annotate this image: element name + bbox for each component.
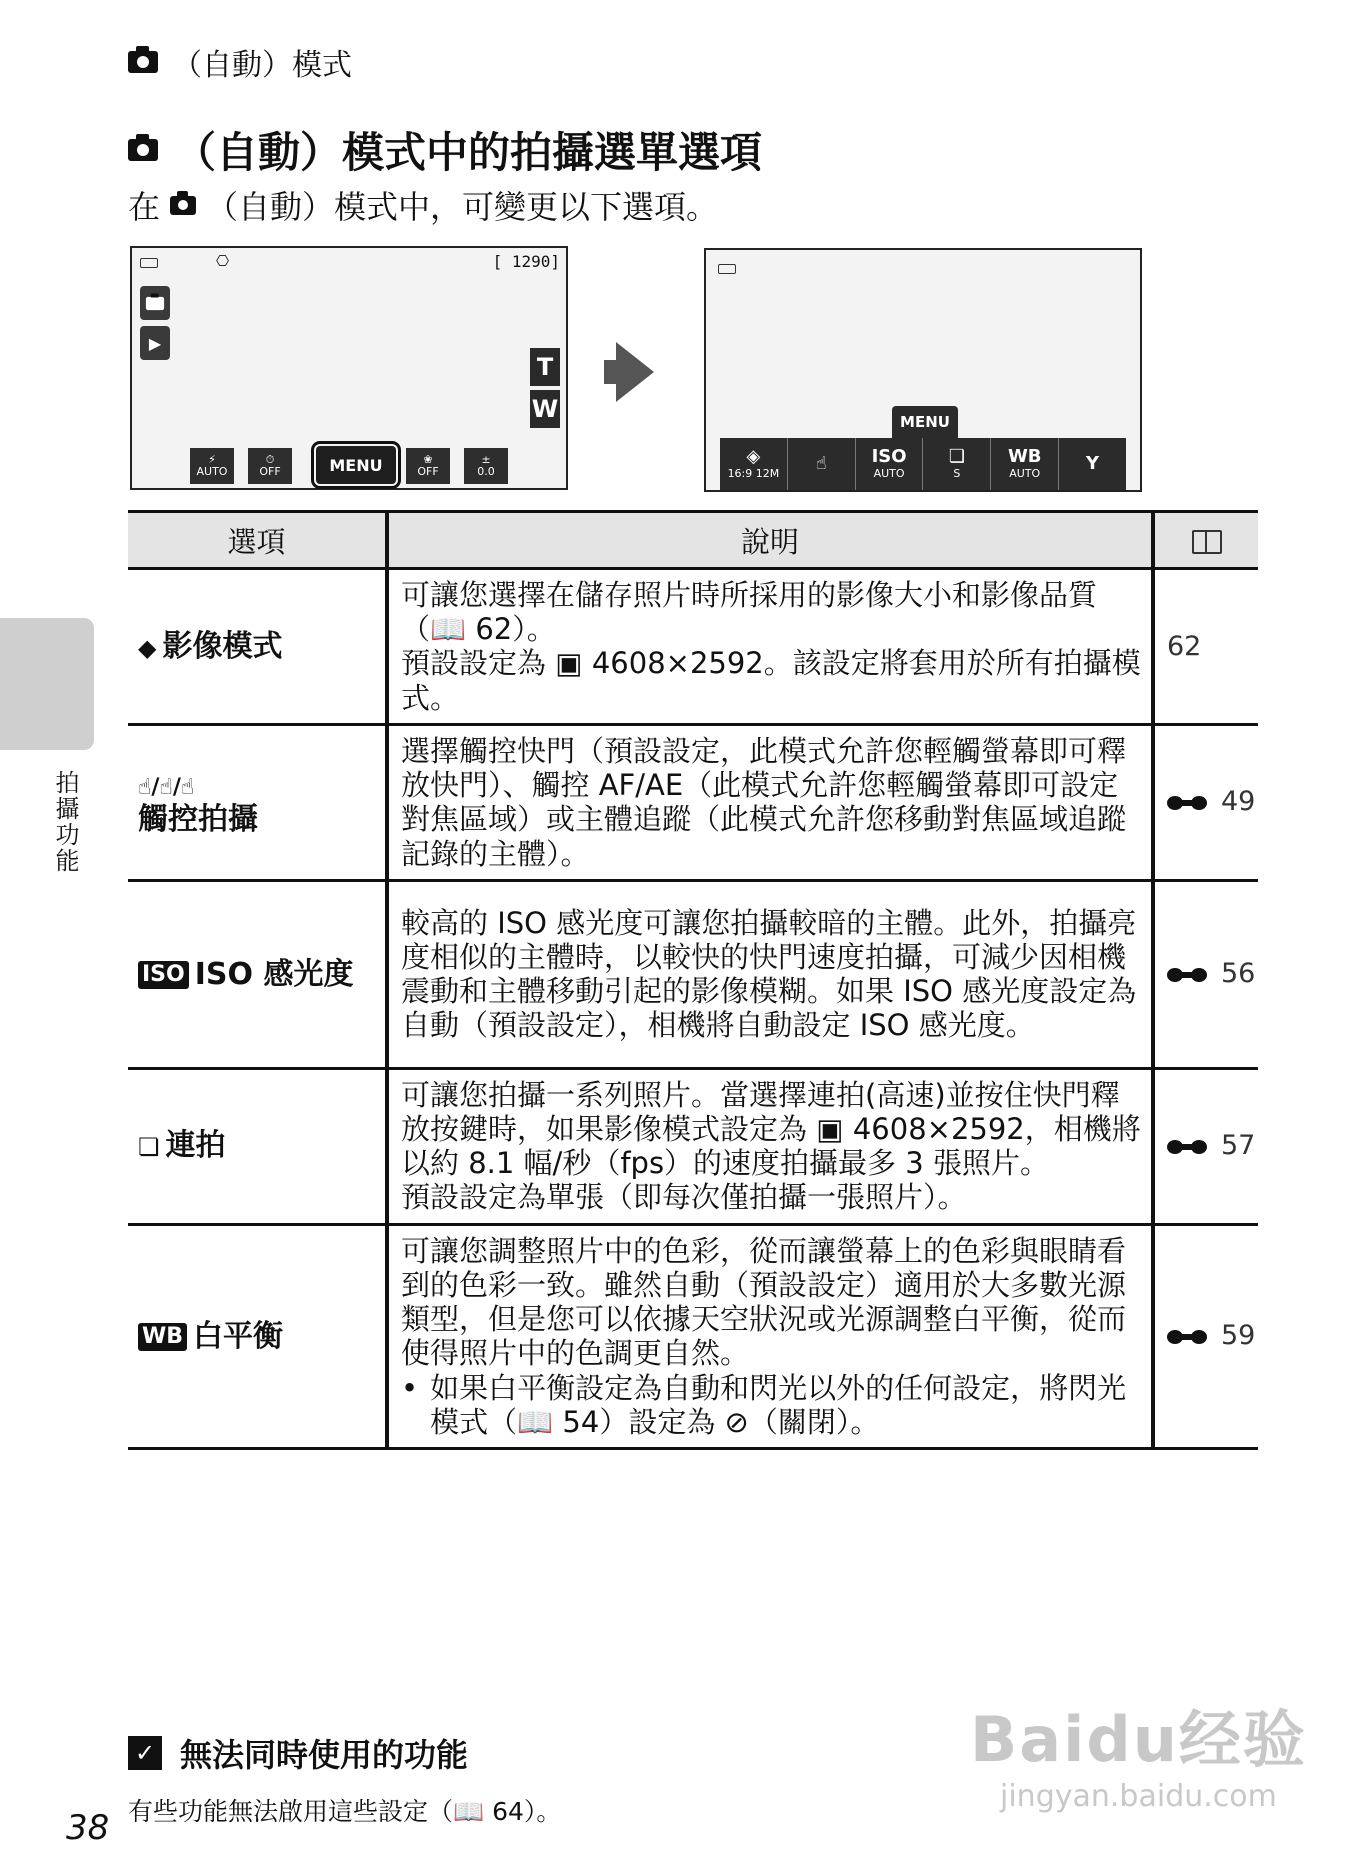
description-cell: 可讓您選擇在儲存照片時所採用的影像大小和影像品質（📖 62）。 預設設定為 ▣ 4608×2592。該設定將套用於所有拍攝模式。 <box>387 569 1153 725</box>
menu-item-touch-shooting[interactable] <box>788 438 856 490</box>
battery-icon <box>718 264 736 274</box>
intro-prefix: 在 <box>128 188 161 226</box>
white-balance-icon: WB <box>138 1323 187 1351</box>
reference-section-icon <box>1167 1330 1207 1344</box>
play-icon: ▶ <box>148 333 162 353</box>
touch-icon: ☝ <box>815 452 827 474</box>
header-reference <box>1153 512 1258 569</box>
playback-tab[interactable] <box>140 326 170 360</box>
watermark-logo-text: Baidu经验 <box>970 1703 1307 1776</box>
section-title-text: （自動）模式中的拍攝選單選項 <box>174 128 763 177</box>
continuous-icon: ❏ <box>138 1133 160 1162</box>
reference-section-icon <box>1167 968 1207 982</box>
continuous-value: S <box>953 467 961 481</box>
image-mode-value: 16:9 12M <box>727 467 780 481</box>
auto-mode-camera-icon <box>170 196 196 215</box>
exposure-value: 0.0 <box>477 465 495 478</box>
iso-value: AUTO <box>873 467 905 481</box>
bullet-note <box>401 1371 1141 1439</box>
menu-item-white-balance[interactable] <box>991 438 1059 490</box>
table-row <box>128 569 1258 725</box>
reference-section-icon <box>1167 1140 1207 1154</box>
note-heading <box>128 1730 468 1776</box>
option-name: ISO 感光度 <box>194 956 354 992</box>
camera-icon <box>146 296 164 309</box>
table-row <box>128 880 1258 1068</box>
table-row <box>128 724 1258 880</box>
auto-mode-camera-icon <box>128 139 158 161</box>
wb-icon: WB <box>1007 446 1042 468</box>
bullet-text: 如果白平衡設定為自動和閃光以外的任何設定，將閃光模式（📖 54）設定為 ⊘（關閉）。 <box>430 1370 1127 1439</box>
self-timer-value: OFF <box>259 465 281 478</box>
flash-mode-value: AUTO <box>196 465 228 478</box>
book-icon <box>1192 530 1222 554</box>
exposure-comp-button[interactable] <box>464 448 508 484</box>
watermark <box>970 1690 1307 1814</box>
section-title <box>128 120 762 180</box>
menu-tab[interactable]: MENU <box>892 406 958 438</box>
reference-section-icon <box>1167 796 1207 810</box>
option-name: 白平衡 <box>193 1318 284 1354</box>
self-timer-button[interactable] <box>248 448 292 484</box>
menu-item-setup[interactable] <box>1059 438 1126 490</box>
header-description: 說明 <box>387 512 1153 569</box>
zoom-wide-button[interactable]: W <box>530 390 560 428</box>
table-row <box>128 1224 1258 1448</box>
menu-item-image-mode[interactable] <box>720 438 788 490</box>
reference-cell <box>1153 724 1258 880</box>
page-ref: 62 <box>1167 630 1202 662</box>
macro-mode-value: OFF <box>417 465 439 478</box>
image-mode-icon: ◈ <box>746 446 761 468</box>
reference-cell <box>1153 1068 1258 1224</box>
page-ref: 49 <box>1221 786 1256 818</box>
intro-suffix: （自動）模式中，可變更以下選項。 <box>206 188 719 226</box>
option-cell <box>128 1224 387 1448</box>
menu-item-iso[interactable] <box>856 438 924 490</box>
table-row <box>128 1068 1258 1224</box>
description-cell: 選擇觸控快門（預設設定，此模式允許您輕觸螢幕即可釋放快門）、觸控 AF/AE（此模式允許您輕觸螢幕即可設定對焦區域）或主體追蹤（此模式允許您移動對焦區域追蹤記錄的主體）。 <box>387 724 1153 880</box>
wb-value: AUTO <box>1009 467 1041 481</box>
reference-cell <box>1153 1224 1258 1448</box>
iso-icon: ISO <box>871 446 907 468</box>
option-name: 觸控拍攝 <box>138 802 258 838</box>
watermark-url: jingyan.baidu.com <box>1000 1779 1277 1814</box>
arrow-right-icon <box>616 342 654 402</box>
shooting-mode-tab[interactable] <box>140 286 170 320</box>
option-cell <box>128 724 387 880</box>
flash-mode-button[interactable] <box>190 448 234 484</box>
touch-shooting-icon: ☝/☝/☝ <box>138 774 195 800</box>
description-text: 可讓您調整照片中的色彩，從而讓螢幕上的色彩與眼睛看到的色彩一致。雖然自動（預設設定）適用於大多數光源類型，但是您可以依據天空狀況或光源調整白平衡，從而使得照片中的色調更自然。 <box>401 1233 1127 1371</box>
option-cell <box>128 1068 387 1224</box>
description-cell: 可讓您拍攝一系列照片。當選擇連拍(高速)並按住快門釋放按鍵時，如果影像模式設定為 ▣ 4608×2592，相機將以約 8.1 幅/秒（fps）的速度拍攝最多 3 張照片。 預設設定為單張（即每次僅拍攝一張照片）。 <box>387 1068 1153 1224</box>
battery-icon <box>140 258 158 268</box>
header-option: 選項 <box>128 512 387 569</box>
running-header <box>128 40 352 84</box>
vibration-reduction-icon: ⎔ <box>216 252 230 270</box>
menu-item-continuous[interactable] <box>923 438 991 490</box>
description-cell <box>387 1224 1153 1448</box>
macro-icon: ❀ <box>423 452 433 466</box>
menu-button[interactable]: MENU <box>316 446 396 484</box>
shooting-menu-screen <box>704 248 1142 492</box>
description-cell: 較高的 ISO 感光度可讓您拍攝較暗的主體。此外，拍攝亮度相似的主體時，以較快的快門速度拍攝，可減少因相機震動和主體移動引起的影像模糊。如果 ISO 感光度設定為自動（預設設定），相機將自動設定 ISO 感光度。 <box>387 880 1153 1068</box>
note-check-icon: ✓ <box>128 1736 162 1770</box>
page-ref: 56 <box>1221 958 1256 990</box>
note-title: 無法同時使用的功能 <box>180 1736 469 1774</box>
shots-remaining: [ 1290] <box>492 252 560 271</box>
continuous-icon: ❏ <box>948 446 965 468</box>
zoom-tele-button[interactable]: T <box>530 348 560 386</box>
page-number: 38 <box>66 1808 110 1848</box>
options-table <box>128 510 1258 1450</box>
reference-cell <box>1153 880 1258 1068</box>
chapter-side-tab <box>0 618 94 750</box>
macro-mode-button[interactable] <box>406 448 450 484</box>
iso-icon: ISO <box>138 961 189 989</box>
option-cell <box>128 569 387 725</box>
auto-mode-camera-icon <box>128 51 158 73</box>
wrench-icon: Y <box>1086 452 1100 474</box>
table-header-row <box>128 512 1258 569</box>
option-name: 影像模式 <box>162 628 283 664</box>
exposure-icon: ± <box>481 452 491 466</box>
image-mode-icon: ◆ <box>138 633 157 662</box>
shooting-menu-bar <box>720 438 1126 490</box>
intro-text <box>128 182 718 228</box>
option-name: 連拍 <box>165 1128 226 1164</box>
shooting-screen <box>130 246 568 490</box>
option-cell <box>128 880 387 1068</box>
reference-cell <box>1153 569 1258 725</box>
chapter-side-label: 拍攝功能 <box>51 770 79 874</box>
running-header-label: （自動）模式 <box>172 48 352 83</box>
timer-icon: ⏱ <box>265 452 275 466</box>
bullet-icon: • <box>401 1370 419 1405</box>
page-ref: 59 <box>1221 1320 1256 1352</box>
note-body: 有些功能無法啟用這些設定（📖 64）。 <box>128 1797 562 1826</box>
flash-icon: ⚡ <box>208 452 216 466</box>
page-ref: 57 <box>1221 1130 1256 1162</box>
